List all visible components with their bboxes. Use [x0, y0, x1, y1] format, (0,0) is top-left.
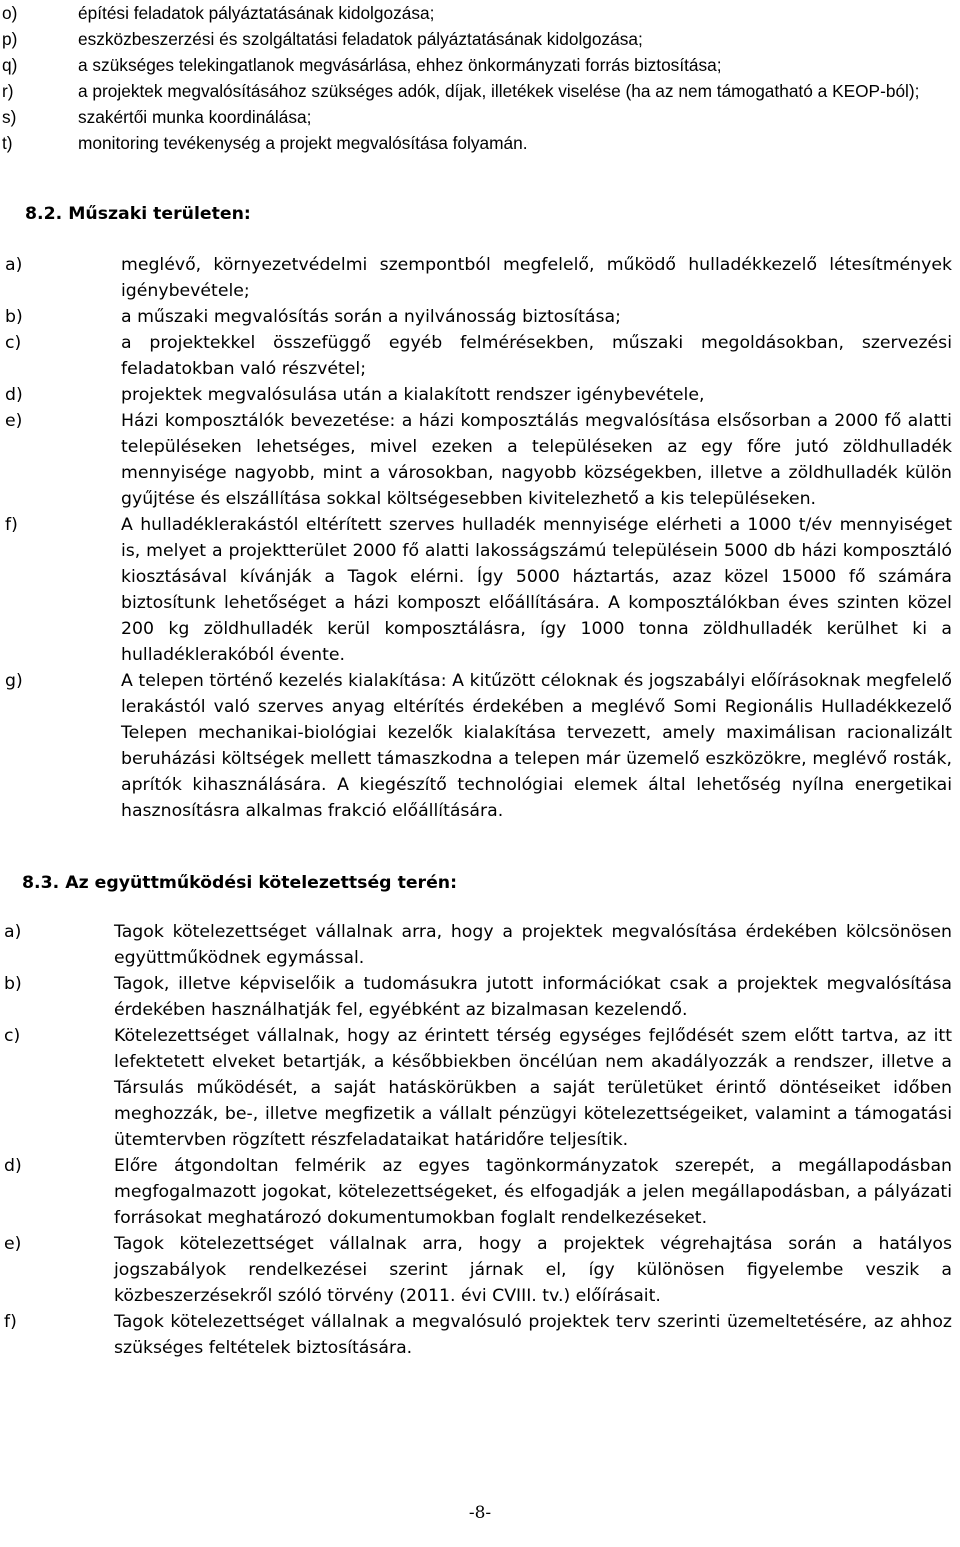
list-item-label: r): [2, 81, 14, 101]
list-item-label: a): [5, 255, 23, 275]
list-item-text: monitoring tevékenység a projekt megvalósítása folyamán.: [78, 133, 528, 153]
list-item-text: Tagok, illetve képviselőik a tudomásukra jutott információkat csak a projektek megvalósítása érdekében használhatják fel, egyébként az bizalmasan kezelendő.: [114, 974, 952, 1020]
list-item-text: szakértői munka koordinálása;: [78, 107, 312, 127]
list-section-8-3: [0, 919, 960, 1361]
list-item: [4, 971, 952, 1023]
list-item: [2, 130, 952, 156]
list-item-text: A hulladéklerakástól eltérített szerves hulladék mennyisége elérheti a 1000 t/év mennyiséget is, melyet a projektterület 2000 fő alatti lakosságszámú településein 5000 db házi komposztáló kiosztásával kívánják a Tagok elérni. Így 5000 háztartás, azaz közel 15000 fő számára biztosítunk lehetőséget a házi komposzt előállítására. A komposztálókban éves szinten közel 200 kg zöldhulladék kerül komposztálásra, így 1000 tonna zöldhulladék kerülhet ki a hulladéklerakóból évente.: [121, 515, 952, 665]
list-item-label: o): [2, 3, 18, 23]
list-item: [2, 104, 952, 130]
list-item-text: meglévő, környezetvédelmi szempontból megfelelő, működő hulladékkezelő létesítmények igénybevétele;: [121, 255, 952, 301]
list-item: [2, 52, 952, 78]
page-number: -8-: [468, 1503, 492, 1523]
list-item-label: b): [4, 974, 22, 994]
list-item-text: építési feladatok pályáztatásának kidolgozása;: [78, 3, 435, 23]
list-item-text: Kötelezettséget vállalnak, hogy az érintett térség egységes fejlődését szem előtt tartva, az itt lefektetett elveket betartják, a későbbiekben öncélúan nem akadályozzák a rendszer, illetve a Társulás működését, a saját hatáskörükben a saját területüket érintő döntéseiket időben meghozzák, be-, illetve megfizetik a vállalt pénzügyi kötelezettségeiket, valamint a támogatási ütemtervben rögzített részfeladataikat határidőre teljesítik.: [114, 1026, 952, 1150]
list-item-text: a műszaki megvalósítás során a nyilvánosság biztosítása;: [121, 307, 621, 327]
list-item: [2, 26, 952, 52]
list-item-label: f): [5, 515, 18, 535]
list-item-text: eszközbeszerzési és szolgáltatási feladatok pályáztatásának kidolgozása;: [78, 29, 643, 49]
list-item: [5, 668, 952, 824]
list-item: [2, 0, 952, 26]
heading-8-2: 8.2. Műszaki területen:: [25, 204, 251, 224]
list-item: [4, 1309, 952, 1361]
list-item: [4, 1231, 952, 1309]
list-item: [5, 304, 952, 330]
list-item: [5, 408, 952, 512]
list-item-label: d): [4, 1156, 22, 1176]
list-item: [5, 252, 952, 304]
list-item-label: t): [2, 133, 13, 153]
list-item: [4, 919, 952, 971]
list-item-text: Tagok kötelezettséget vállalnak a megvalósuló projektek terv szerinti üzemeltetésére, az ahhoz szükséges feltételek biztosítására.: [114, 1312, 952, 1358]
list-item-label: q): [2, 55, 18, 75]
list-item-label: p): [2, 29, 18, 49]
list-item-label: c): [4, 1026, 21, 1046]
list-item-label: g): [5, 671, 23, 691]
list-section-8-2: [0, 252, 960, 824]
list-o-t: [0, 0, 960, 156]
heading-8-3: 8.3. Az együttműködési kötelezettség terén:: [22, 873, 458, 893]
list-item: [5, 330, 952, 382]
list-item-label: e): [4, 1234, 22, 1254]
list-item-label: d): [5, 385, 23, 405]
list-item-label: a): [4, 922, 22, 942]
list-item-text: projektek megvalósulása után a kialakított rendszer igénybevétele,: [121, 385, 705, 405]
list-item-text: Házi komposztálók bevezetése: a házi komposztálás megvalósítása elsősorban a 2000 fő alatti településeken lehetséges, mivel ezeken a településeken az egy főre jutó zöldhulladék mennyisége nagyobb, mint a városokban, nagyobb községekben, illetve a zöldhulladék külön gyűjtése és elszállítása sokkal költségesebben kivitelezhető a kis településeken.: [121, 411, 952, 509]
list-item: [2, 78, 952, 104]
list-item: [4, 1023, 952, 1153]
list-item-text: a projektek megvalósításához szükséges adók, díjak, illetékek viselése (ha az nem támogatható a KEOP-ból);: [78, 81, 920, 101]
list-item-text: Tagok kötelezettséget vállalnak arra, hogy a projektek végrehajtása során a hatályos jogszabályok rendelkezései szerint járnak el, így különösen figyelembe veszik a közbeszerzésekről szóló törvény (2011. évi CVIII. tv.) előírásait.: [114, 1234, 952, 1306]
list-item: [4, 1153, 952, 1231]
list-item-label: c): [5, 333, 22, 353]
list-item: [5, 382, 952, 408]
list-item-label: e): [5, 411, 23, 431]
list-item-text: a szükséges telekingatlanok megvásárlása, ehhez önkormányzati forrás biztosítása;: [78, 55, 722, 75]
list-item: [5, 512, 952, 668]
list-item-text: Előre átgondoltan felmérik az egyes tagönkormányzatok szerepét, a megállapodásban megfogalmazott jogokat, kötelezettségeket, és elfogadják a jelen megállapodásban, a pályázati forrásokat meghatározó dokumentumokban foglalt rendelkezéseket.: [114, 1156, 952, 1228]
list-item-label: f): [4, 1312, 17, 1332]
list-item-text: A telepen történő kezelés kialakítása: A kitűzött céloknak és jogszabályi előírásoknak megfelelő lerakástól való szerves anyag eltérítés érdekében a meglévő Somi Regionális Hulladékkezelő Telepen mechanikai-biológiai kezelők kialakítása tervezett, amely maximálisan racionalizált beruházási költségek mellett támaszkodna a telepen már üzemelő eszközökre, meglévő rosták, aprítók kihasználására. A kiegészítő technológiai elemek által lehetőség nyílna energetikai hasznosításra alkalmas frakció előállítására.: [121, 671, 952, 821]
list-item-text: a projektekkel összefüggő egyéb felmérésekben, műszaki megoldásokban, szervezési feladatokban való részvétel;: [121, 333, 952, 379]
list-item-label: s): [2, 107, 17, 127]
list-item-text: Tagok kötelezettséget vállalnak arra, hogy a projektek megvalósítása érdekében kölcsönösen együttműködnek egymással.: [114, 922, 952, 968]
list-item-label: b): [5, 307, 23, 327]
